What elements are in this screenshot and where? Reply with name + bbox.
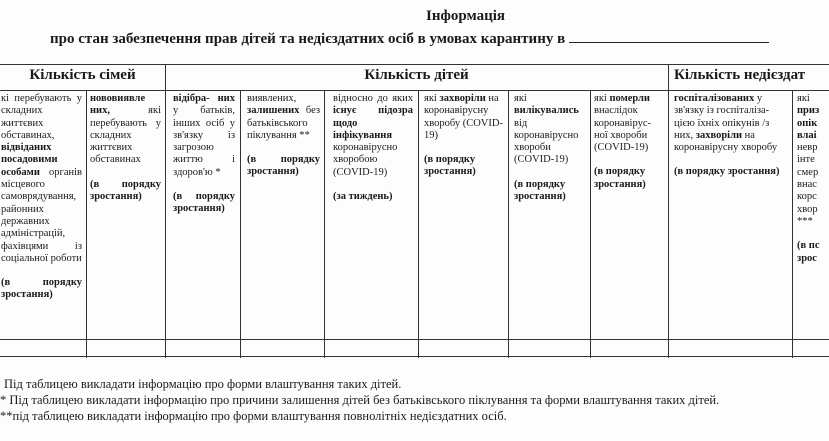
- column-header: [674, 93, 786, 179]
- document-subtitle: [50, 30, 829, 48]
- header-divider: [0, 90, 829, 91]
- column-header: [797, 93, 825, 265]
- column-header-text: які перебувають у складних життєвих обставинах: [90, 105, 161, 166]
- table-bottom-border: [0, 356, 829, 357]
- column-header: [173, 93, 235, 216]
- column-header-text: які: [424, 93, 440, 104]
- column-header: [90, 93, 161, 203]
- footnote: **під таблицею викладати інформацію про форми влаштування повнолітніх недієздатних осіб.: [0, 409, 507, 423]
- empty-data-row[interactable]: [0, 340, 829, 356]
- column-header: [1, 93, 82, 302]
- document-title: Інформація: [426, 8, 506, 24]
- column-header-text: у батьків, інших осіб у зв'язку із загрозою життю і здоров'ю *: [173, 105, 235, 178]
- column-note: (за тиждень): [333, 191, 393, 203]
- column-header-text: які: [514, 93, 527, 104]
- table-top-border: [0, 64, 829, 65]
- column-header-text: невр інте смер внас корс хвор ***: [797, 142, 819, 227]
- column-header-text: існує підозра щодо інфікування: [333, 105, 413, 141]
- column-divider: [590, 90, 591, 358]
- column-divider: [418, 90, 419, 358]
- group-header-children: Кількість дітей: [364, 67, 469, 83]
- column-note: (в порядку зростання): [424, 154, 476, 178]
- column-header-text: вилікувались: [514, 105, 579, 117]
- column-header: [424, 93, 504, 179]
- column-header: [247, 93, 320, 179]
- column-note: (в порядку зростання): [247, 154, 320, 178]
- column-divider: [240, 90, 241, 358]
- column-divider: [792, 90, 793, 358]
- column-divider: [508, 90, 509, 358]
- column-header-text: внаслідок коронавірус- ної хвороби (COVID-19): [594, 105, 651, 154]
- column-header-text: від коронавірусно хвороби (COVID-19): [514, 117, 579, 166]
- footnote: * Під таблицею викладати інформацію про причини залишення дітей без батьківського піклування та форми влаштування таких дітей.: [0, 393, 720, 407]
- column-divider: [86, 90, 87, 358]
- column-header-text: відносно до яких: [333, 93, 413, 104]
- column-header-text: які: [594, 93, 610, 104]
- column-note: (в пс зрос: [797, 240, 820, 264]
- column-header-text: органів місцевого самоврядування, районних державних адміністрацій, фахівцями із соціальної роботи: [1, 166, 82, 264]
- subtitle-text: про стан забезпечення прав дітей та недієздатних осіб в умовах карантину в: [50, 31, 566, 47]
- column-header-text: кі перебувають у складних життєвих обставинах,: [1, 93, 82, 141]
- column-note: (в порядку зростання): [514, 178, 566, 203]
- column-note: (в порядку зростання): [173, 191, 235, 215]
- column-header-text: госпіталізованих: [674, 93, 755, 104]
- column-header-text: нововиявле них,: [90, 93, 146, 117]
- group-header-incapacitated: Кількість недієздат: [674, 67, 806, 83]
- column-header: [514, 93, 589, 203]
- column-header-text: які: [797, 93, 810, 104]
- column-note: (в порядку зростання): [1, 277, 82, 301]
- column-note: (в порядку зростання): [594, 166, 646, 190]
- column-header: [333, 93, 413, 203]
- column-header-text: у зв'язку із госпіталіза- цією їхніх опікунів /з них,: [674, 93, 770, 141]
- group-header-families: Кількість сімей: [29, 67, 136, 83]
- region-blank-line[interactable]: [569, 30, 769, 43]
- column-header-text: захворіли: [695, 129, 743, 141]
- column-header-text: захворіли: [439, 93, 486, 104]
- column-header-text: виявлених,: [247, 93, 297, 104]
- group-divider: [668, 64, 669, 358]
- column-header-text: залишених: [247, 105, 300, 117]
- column-header-text: без батьківського піклування **: [247, 105, 320, 141]
- footnote: Під таблицею викладати інформацію про форми влаштування таких дітей.: [4, 377, 402, 391]
- column-divider: [324, 90, 325, 358]
- column-header-text: відібра- них: [173, 93, 235, 104]
- group-divider: [165, 64, 166, 358]
- column-header-text: коронавірусно хворобою (COVID-19): [333, 142, 398, 178]
- column-header-text: приз опік влаі: [797, 105, 820, 141]
- column-header: [594, 93, 664, 191]
- column-header-text: померли: [609, 93, 650, 104]
- column-header-text: на коронавірусну хворобу: [674, 129, 778, 154]
- column-header-text: на коронавірусну хворобу (COVID-19): [424, 93, 503, 141]
- report-table: [0, 64, 829, 358]
- column-note: (в порядку зростання): [674, 166, 780, 178]
- column-header-text: відвіданих посадовими особами: [1, 142, 58, 178]
- column-note: (в порядку зростання): [90, 178, 161, 203]
